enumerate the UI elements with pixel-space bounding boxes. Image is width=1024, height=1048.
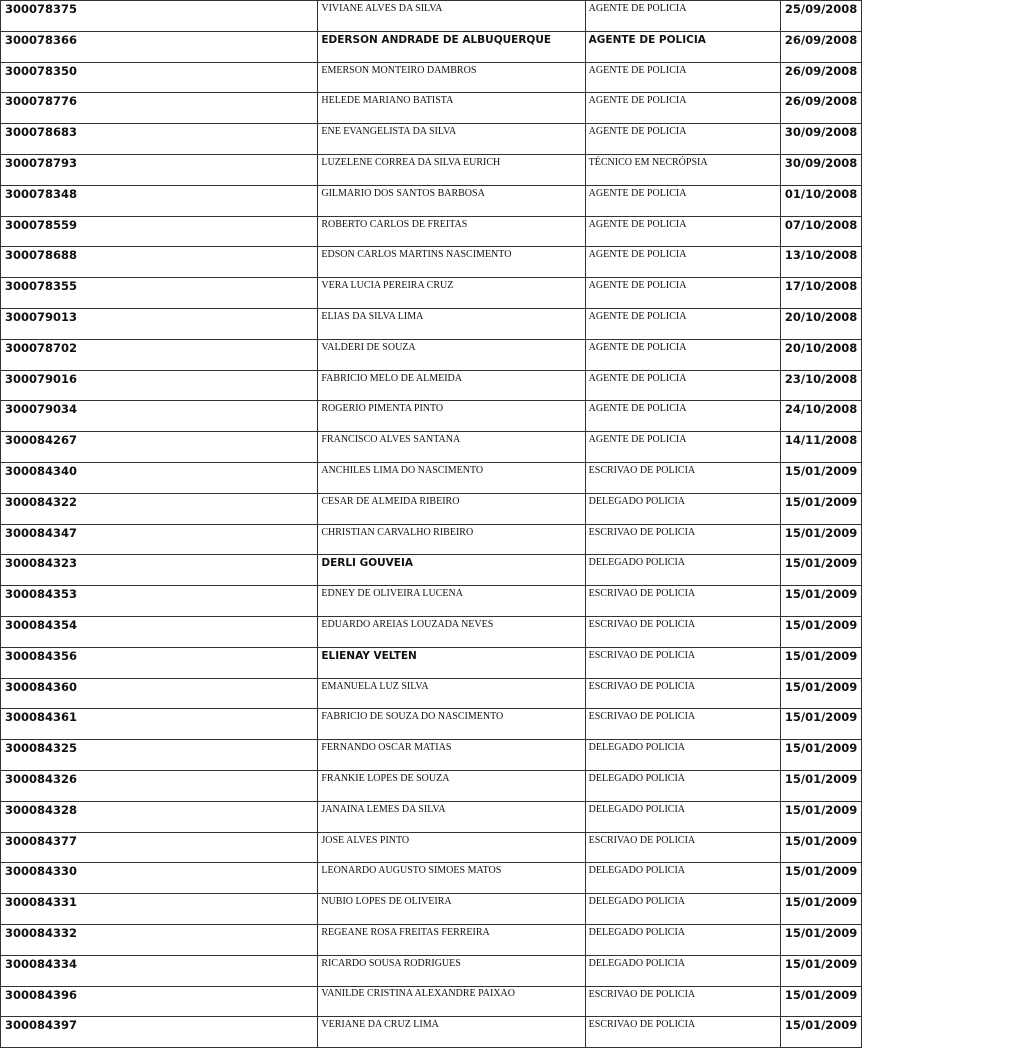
name-cell: LEONARDO AUGUSTO SIMOES MATOS	[318, 863, 585, 894]
date-cell: 25/09/2008	[780, 1, 861, 32]
table-row	[1, 93, 862, 124]
name-cell: CESAR DE ALMEIDA RIBEIRO	[318, 493, 585, 524]
date-cell: 15/01/2009	[780, 524, 861, 555]
name-cell: ANCHILES LIMA DO NASCIMENTO	[318, 462, 585, 493]
name-cell: ELIENAY VELTEN	[318, 647, 585, 678]
registration-number-cell: 300079013	[1, 308, 318, 339]
date-cell: 15/01/2009	[780, 801, 861, 832]
date-cell: 23/10/2008	[780, 370, 861, 401]
date-cell: 15/01/2009	[780, 924, 861, 955]
registration-number-cell: 300078366	[1, 31, 318, 62]
name-cell: VERA LUCIA PEREIRA CRUZ	[318, 278, 585, 309]
date-cell: 17/10/2008	[780, 278, 861, 309]
registration-number-cell: 300084397	[1, 1017, 318, 1048]
table-row	[1, 247, 862, 278]
name-cell: DERLI GOUVEIA	[318, 555, 585, 586]
role-cell: AGENTE DE POLICIA	[585, 216, 780, 247]
date-cell: 15/01/2009	[780, 678, 861, 709]
date-cell: 15/01/2009	[780, 616, 861, 647]
registration-number-cell: 300079016	[1, 370, 318, 401]
registration-number-cell: 300084353	[1, 586, 318, 617]
role-cell: ESCRIVAO DE POLICIA	[585, 709, 780, 740]
registration-number-cell: 300084340	[1, 462, 318, 493]
date-cell: 15/01/2009	[780, 1017, 861, 1048]
role-cell: ESCRIVAO DE POLICIA	[585, 586, 780, 617]
registration-number-cell: 300084334	[1, 955, 318, 986]
table-row	[1, 124, 862, 155]
date-cell: 15/01/2009	[780, 493, 861, 524]
date-cell: 15/01/2009	[780, 647, 861, 678]
table-row	[1, 1, 862, 32]
registration-number-cell: 300078375	[1, 1, 318, 32]
table-row	[1, 493, 862, 524]
name-cell: FABRICIO MELO DE ALMEIDA	[318, 370, 585, 401]
registration-number-cell: 300084356	[1, 647, 318, 678]
registration-number-cell: 300078793	[1, 154, 318, 185]
table-row	[1, 216, 862, 247]
date-cell: 15/01/2009	[780, 863, 861, 894]
name-cell: VIVIANE ALVES DA SILVA	[318, 1, 585, 32]
date-cell: 15/01/2009	[780, 770, 861, 801]
table-row	[1, 740, 862, 771]
registration-number-cell: 300078688	[1, 247, 318, 278]
role-cell: ESCRIVAO DE POLICIA	[585, 986, 780, 1017]
name-cell: HELEDE MARIANO BATISTA	[318, 93, 585, 124]
table-row	[1, 770, 862, 801]
table-row	[1, 955, 862, 986]
table-row	[1, 678, 862, 709]
name-cell: GILMARIO DOS SANTOS BARBOSA	[318, 185, 585, 216]
table-row	[1, 278, 862, 309]
table-row	[1, 863, 862, 894]
registration-number-cell: 300078776	[1, 93, 318, 124]
registration-number-cell: 300084322	[1, 493, 318, 524]
registration-number-cell: 300084332	[1, 924, 318, 955]
table-row	[1, 31, 862, 62]
registration-number-cell: 300079034	[1, 401, 318, 432]
date-cell: 15/01/2009	[780, 586, 861, 617]
date-cell: 07/10/2008	[780, 216, 861, 247]
registration-number-cell: 300078683	[1, 124, 318, 155]
name-cell: EDERSON ANDRADE DE ALBUQUERQUE	[318, 31, 585, 62]
table-row	[1, 1017, 862, 1048]
date-cell: 26/09/2008	[780, 31, 861, 62]
name-cell: VANILDE CRISTINA ALEXANDRE PAIXAO	[318, 986, 585, 1017]
registration-number-cell: 300078702	[1, 339, 318, 370]
role-cell: AGENTE DE POLICIA	[585, 432, 780, 463]
role-cell: ESCRIVAO DE POLICIA	[585, 524, 780, 555]
name-cell: FRANCISCO ALVES SANTANA	[318, 432, 585, 463]
name-cell: ELIAS DA SILVA LIMA	[318, 308, 585, 339]
table-row	[1, 401, 862, 432]
table-row	[1, 308, 862, 339]
registration-number-cell: 300084347	[1, 524, 318, 555]
role-cell: DELEGADO POLICIA	[585, 924, 780, 955]
table-row	[1, 924, 862, 955]
registration-number-cell: 300084354	[1, 616, 318, 647]
date-cell: 20/10/2008	[780, 308, 861, 339]
registration-number-cell: 300078350	[1, 62, 318, 93]
registration-number-cell: 300084377	[1, 832, 318, 863]
table-row	[1, 62, 862, 93]
table-row	[1, 185, 862, 216]
registration-number-cell: 300084323	[1, 555, 318, 586]
role-cell: AGENTE DE POLICIA	[585, 1, 780, 32]
table-row	[1, 832, 862, 863]
role-cell: AGENTE DE POLICIA	[585, 401, 780, 432]
registration-number-cell: 300078355	[1, 278, 318, 309]
role-cell: AGENTE DE POLICIA	[585, 62, 780, 93]
role-cell: AGENTE DE POLICIA	[585, 31, 780, 62]
role-cell: ESCRIVAO DE POLICIA	[585, 1017, 780, 1048]
role-cell: DELEGADO POLICIA	[585, 955, 780, 986]
role-cell: AGENTE DE POLICIA	[585, 339, 780, 370]
date-cell: 13/10/2008	[780, 247, 861, 278]
date-cell: 15/01/2009	[780, 709, 861, 740]
name-cell: EMERSON MONTEIRO DAMBROS	[318, 62, 585, 93]
role-cell: AGENTE DE POLICIA	[585, 278, 780, 309]
role-cell: AGENTE DE POLICIA	[585, 185, 780, 216]
registration-number-cell: 300084328	[1, 801, 318, 832]
table-row	[1, 894, 862, 925]
role-cell: DELEGADO POLICIA	[585, 555, 780, 586]
date-cell: 26/09/2008	[780, 62, 861, 93]
date-cell: 30/09/2008	[780, 124, 861, 155]
name-cell: EDUARDO AREIAS LOUZADA NEVES	[318, 616, 585, 647]
name-cell: ENE EVANGELISTA DA SILVA	[318, 124, 585, 155]
table-row	[1, 524, 862, 555]
table-row	[1, 801, 862, 832]
registration-number-cell: 300084330	[1, 863, 318, 894]
name-cell: EDNEY DE OLIVEIRA LUCENA	[318, 586, 585, 617]
role-cell: DELEGADO POLICIA	[585, 740, 780, 771]
date-cell: 15/01/2009	[780, 740, 861, 771]
name-cell: JOSE ALVES PINTO	[318, 832, 585, 863]
registration-number-cell: 300084325	[1, 740, 318, 771]
date-cell: 15/01/2009	[780, 955, 861, 986]
date-cell: 15/01/2009	[780, 832, 861, 863]
date-cell: 15/01/2009	[780, 462, 861, 493]
table-row	[1, 370, 862, 401]
name-cell: EDSON CARLOS MARTINS NASCIMENTO	[318, 247, 585, 278]
table-row	[1, 986, 862, 1017]
name-cell: RICARDO SOUSA RODRIGUES	[318, 955, 585, 986]
name-cell: FRANKIE LOPES DE SOUZA	[318, 770, 585, 801]
role-cell: AGENTE DE POLICIA	[585, 247, 780, 278]
registration-number-cell: 300084360	[1, 678, 318, 709]
name-cell: CHRISTIAN CARVALHO RIBEIRO	[318, 524, 585, 555]
table-row	[1, 432, 862, 463]
role-cell: ESCRIVAO DE POLICIA	[585, 832, 780, 863]
role-cell: ESCRIVAO DE POLICIA	[585, 462, 780, 493]
name-cell: ROBERTO CARLOS DE FREITAS	[318, 216, 585, 247]
date-cell: 26/09/2008	[780, 93, 861, 124]
role-cell: AGENTE DE POLICIA	[585, 124, 780, 155]
role-cell: AGENTE DE POLICIA	[585, 370, 780, 401]
date-cell: 24/10/2008	[780, 401, 861, 432]
registration-number-cell: 300084396	[1, 986, 318, 1017]
name-cell: LUZELENE CORREA DA SILVA EURICH	[318, 154, 585, 185]
table-row	[1, 586, 862, 617]
table-row	[1, 555, 862, 586]
role-cell: AGENTE DE POLICIA	[585, 308, 780, 339]
table-row	[1, 616, 862, 647]
personnel-table-body	[1, 1, 862, 1048]
role-cell: DELEGADO POLICIA	[585, 863, 780, 894]
role-cell: DELEGADO POLICIA	[585, 493, 780, 524]
date-cell: 30/09/2008	[780, 154, 861, 185]
role-cell: ESCRIVAO DE POLICIA	[585, 647, 780, 678]
registration-number-cell: 300084326	[1, 770, 318, 801]
registration-number-cell: 300078348	[1, 185, 318, 216]
role-cell: ESCRIVAO DE POLICIA	[585, 678, 780, 709]
date-cell: 20/10/2008	[780, 339, 861, 370]
date-cell: 01/10/2008	[780, 185, 861, 216]
name-cell: ROGERIO PIMENTA PINTO	[318, 401, 585, 432]
date-cell: 15/01/2009	[780, 555, 861, 586]
role-cell: ESCRIVAO DE POLICIA	[585, 616, 780, 647]
name-cell: EMANUELA LUZ SILVA	[318, 678, 585, 709]
name-cell: VALDERI DE SOUZA	[318, 339, 585, 370]
date-cell: 14/11/2008	[780, 432, 861, 463]
name-cell: JANAINA LEMES DA SILVA	[318, 801, 585, 832]
role-cell: TÉCNICO EM NECRÓPSIA	[585, 154, 780, 185]
table-row	[1, 154, 862, 185]
registration-number-cell: 300084267	[1, 432, 318, 463]
date-cell: 15/01/2009	[780, 894, 861, 925]
table-row	[1, 647, 862, 678]
registration-number-cell: 300084361	[1, 709, 318, 740]
date-cell: 15/01/2009	[780, 986, 861, 1017]
role-cell: AGENTE DE POLICIA	[585, 93, 780, 124]
name-cell: REGEANE ROSA FREITAS FERREIRA	[318, 924, 585, 955]
table-row	[1, 462, 862, 493]
name-cell: FERNANDO OSCAR MATIAS	[318, 740, 585, 771]
registration-number-cell: 300078559	[1, 216, 318, 247]
role-cell: DELEGADO POLICIA	[585, 894, 780, 925]
role-cell: DELEGADO POLICIA	[585, 801, 780, 832]
table-row	[1, 339, 862, 370]
registration-number-cell: 300084331	[1, 894, 318, 925]
name-cell: FABRICIO DE SOUZA DO NASCIMENTO	[318, 709, 585, 740]
name-cell: VERIANE DA CRUZ LIMA	[318, 1017, 585, 1048]
table-row	[1, 709, 862, 740]
name-cell: NUBIO LOPES DE OLIVEIRA	[318, 894, 585, 925]
role-cell: DELEGADO POLICIA	[585, 770, 780, 801]
